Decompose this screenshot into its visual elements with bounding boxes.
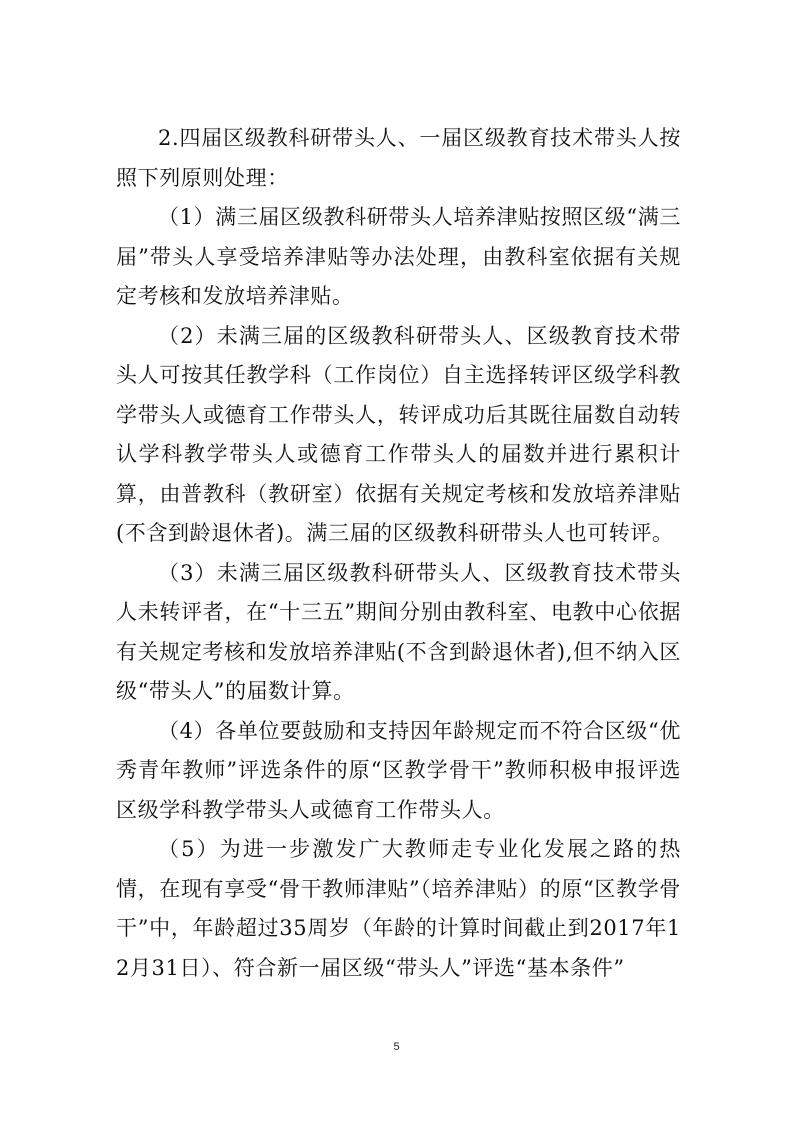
paragraph-item-1: （1）满三届区级教科研带头人培养津贴按照区级“满三届”带头人享受培养津贴等办法处理，由教科室依据有关规定考核和发放培养津贴。 [116,205,681,308]
paragraph-item-3: （3）未满三届区级教科研带头人、区级教育技术带头人未转评者，在“十三五”期间分别由教科室、电教中心依据有关规定考核和发放培养津贴(不含到龄退休者),但不纳入区级“带头人”的届数计算。 [116,560,681,703]
paragraph-item-2: （2）未满三届的区级教科研带头人、区级教育技术带头人可按其任教学科（工作岗位）自主选择转评区级学科教学带头人或德育工作带头人，转评成功后其既往届数自动转认学科教学带头人或德育工作带头人的届数并进行累积计算，由普教科（教研室）依据有关规定考核和发放培养津贴(不含到龄退休者)。满三届的区级教科研带头人也可转评。 [116,323,681,545]
page-number: 5 [393,1041,400,1053]
paragraph-item-5: （5）为进一步激发广大教师走专业化发展之路的热情，在现有享受“骨干教师津贴”（培养津贴）的原“区教学骨干”中，年龄超过35周岁（年龄的计算时间截止到2017年12月31日）、符合新一届区级“带头人”评选“基本条件” [116,837,681,980]
paragraph-item-4: （4）各单位要鼓励和支持因年龄规定而不符合区级“优秀青年教师”评选条件的原“区教学骨干”教师积极申报评选区级学科教学带头人或德育工作带头人。 [116,718,681,822]
paragraph-item-2-heading: 2.四届区级教科研带头人、一届区级教育技术带头人按照下列原则处理： [116,126,681,190]
document-body [116,119,681,988]
